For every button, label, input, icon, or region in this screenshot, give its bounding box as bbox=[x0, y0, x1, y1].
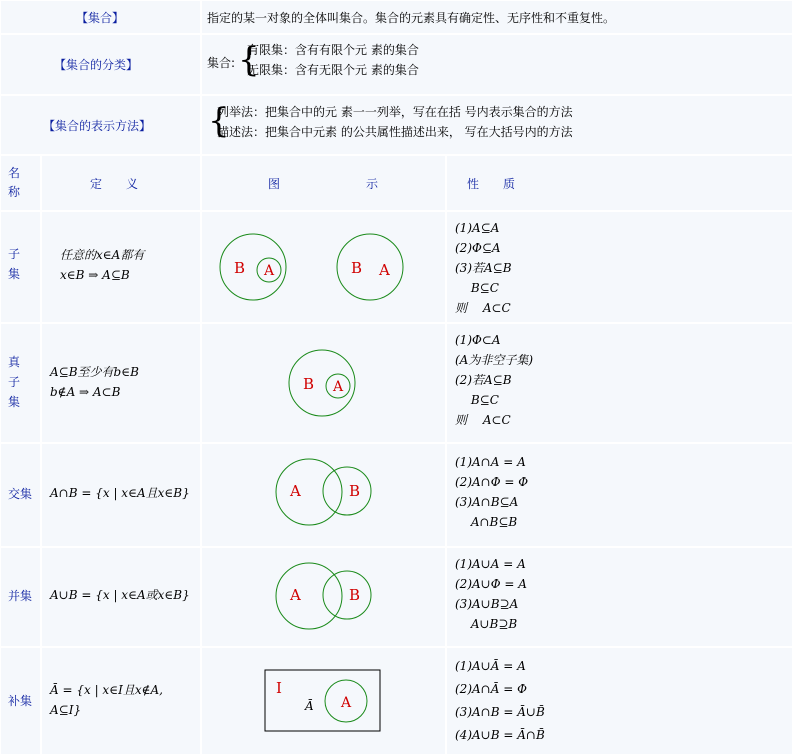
property-line: (3)A∩B⊆A bbox=[455, 495, 519, 509]
row-name-proper-subset: 真 子 集 bbox=[8, 355, 21, 409]
label-complement: Ā bbox=[305, 699, 314, 713]
representation-list bbox=[217, 102, 573, 142]
property-line: (2)若A⊆B bbox=[455, 373, 512, 387]
representation-label: 【集合的表示方法】 bbox=[43, 119, 152, 133]
header-properties: 性 质 bbox=[467, 177, 516, 191]
union-diagram bbox=[202, 548, 445, 646]
definition-line: A⊆B至少有b∈B bbox=[50, 365, 139, 379]
set-definition: 指定的某一对象的全体叫集合。集合的元素具有确定性、无序性和不重复性。 bbox=[207, 11, 616, 25]
complement-definition bbox=[50, 680, 163, 720]
property-line: (2)Φ⊆A bbox=[455, 241, 501, 255]
set-a-circle bbox=[276, 459, 342, 525]
property-line: (1)A∩A = A bbox=[455, 455, 526, 469]
label-a: A bbox=[290, 482, 301, 500]
definition-line: Ā = {x | x∈I且x∉A, bbox=[50, 683, 163, 697]
property-line: A∩B⊆B bbox=[455, 515, 518, 529]
set-b-circle bbox=[289, 350, 355, 416]
header-definition: 定 义 bbox=[90, 177, 139, 191]
intersection-definition: A∩B = {x | x∈A且x∈B} bbox=[50, 486, 190, 500]
property-line: (A为非空子集) bbox=[455, 353, 534, 367]
label-b: B bbox=[349, 586, 361, 604]
definition-line: A⊆I} bbox=[50, 703, 82, 717]
property-line: (1)A⊆A bbox=[455, 221, 500, 235]
header-figure-1: 图 bbox=[268, 177, 281, 191]
union-definition: A∪B = {x | x∈A或x∈B} bbox=[50, 588, 190, 602]
property-line: B⊆C bbox=[455, 393, 499, 407]
complement-diagram bbox=[202, 648, 445, 754]
finite-set-item: 有限集：含有有限个元 素的集合 bbox=[247, 43, 419, 57]
header-name: 名 称 bbox=[8, 166, 21, 199]
property-line: B⊆C bbox=[455, 281, 499, 295]
label-b: B bbox=[351, 259, 363, 277]
infinite-set-item: 无限集：含有无限个元 素的集合 bbox=[247, 63, 419, 77]
universe-rectangle bbox=[265, 670, 380, 731]
header-figure-2: 示 bbox=[366, 177, 379, 191]
label-a: A bbox=[341, 695, 352, 711]
property-line: (4)A∪B = Ā∩B̄ bbox=[455, 728, 545, 742]
property-line: (2)A∪Φ = A bbox=[455, 577, 527, 591]
header-fig-cell bbox=[202, 156, 445, 210]
row-name-intersection: 交集 bbox=[8, 487, 33, 501]
intersection-diagram bbox=[202, 444, 445, 546]
label-b: B bbox=[234, 259, 246, 277]
classification-prefix: 集合: bbox=[207, 56, 236, 70]
classification-label: 【集合的分类】 bbox=[54, 58, 139, 72]
property-line: (3)A∩B = Ā∪B̄ bbox=[455, 705, 545, 719]
label-a: A bbox=[264, 263, 275, 279]
row-name-union: 并集 bbox=[8, 589, 33, 603]
property-line: 则 A⊂C bbox=[455, 301, 511, 315]
description-method: 描述法：把集合中元素 的公共属性描述出来， 写在大括号内的方法 bbox=[217, 125, 573, 139]
label-universe: I bbox=[276, 679, 282, 697]
brace-icon: { bbox=[208, 101, 230, 141]
row-name-subset: 子 集 bbox=[8, 247, 21, 281]
label-a: A bbox=[290, 586, 301, 604]
subset-properties bbox=[455, 218, 512, 318]
complement-properties bbox=[455, 655, 545, 747]
enumeration-method: 列举法：把集合中的元 素一一列举，写在在括 号内表示集合的方法 bbox=[217, 105, 573, 119]
property-line: A∪B⊇B bbox=[455, 617, 518, 631]
set-equal-circle bbox=[337, 234, 403, 300]
property-line: (3)若A⊆B bbox=[455, 261, 512, 275]
label-b: B bbox=[303, 375, 315, 393]
row-name-complement: 补集 bbox=[8, 694, 33, 708]
set-b-circle bbox=[323, 467, 371, 515]
property-line: (1)A∪A = A bbox=[455, 557, 526, 571]
property-line: (2)A∩Ā = Φ bbox=[455, 682, 527, 696]
set-b-circle bbox=[323, 571, 371, 619]
label-a: A bbox=[333, 379, 344, 395]
classification-list bbox=[247, 40, 419, 80]
intersection-properties bbox=[455, 452, 528, 532]
subset-diagram bbox=[202, 212, 445, 322]
label-a: A bbox=[379, 261, 390, 279]
union-properties bbox=[455, 554, 527, 634]
proper-subset-properties bbox=[455, 330, 533, 430]
property-line: (2)A∩Φ = Φ bbox=[455, 475, 529, 489]
property-line: (3)A∪B⊇A bbox=[455, 597, 519, 611]
brace-icon: { bbox=[238, 40, 260, 80]
set-b-circle bbox=[220, 234, 286, 300]
subset-definition bbox=[60, 245, 144, 285]
definition-line: 任意的x∈A都有 bbox=[60, 248, 145, 262]
label-b: B bbox=[349, 482, 361, 500]
property-line: (1)A∪Ā = A bbox=[455, 659, 526, 673]
property-line: (1)Φ⊂A bbox=[455, 333, 501, 347]
definition-line: b∉A ⇒ A⊂B bbox=[50, 385, 121, 399]
definition-line: x∈B ⇒ A⊆B bbox=[60, 268, 130, 282]
property-line: 则 A⊂C bbox=[455, 413, 511, 427]
proper-subset-definition bbox=[50, 362, 139, 402]
set-label: 【集合】 bbox=[76, 11, 125, 25]
header-name-cell bbox=[1, 156, 40, 210]
set-a-circle bbox=[276, 563, 342, 629]
proper-subset-diagram bbox=[202, 324, 445, 442]
